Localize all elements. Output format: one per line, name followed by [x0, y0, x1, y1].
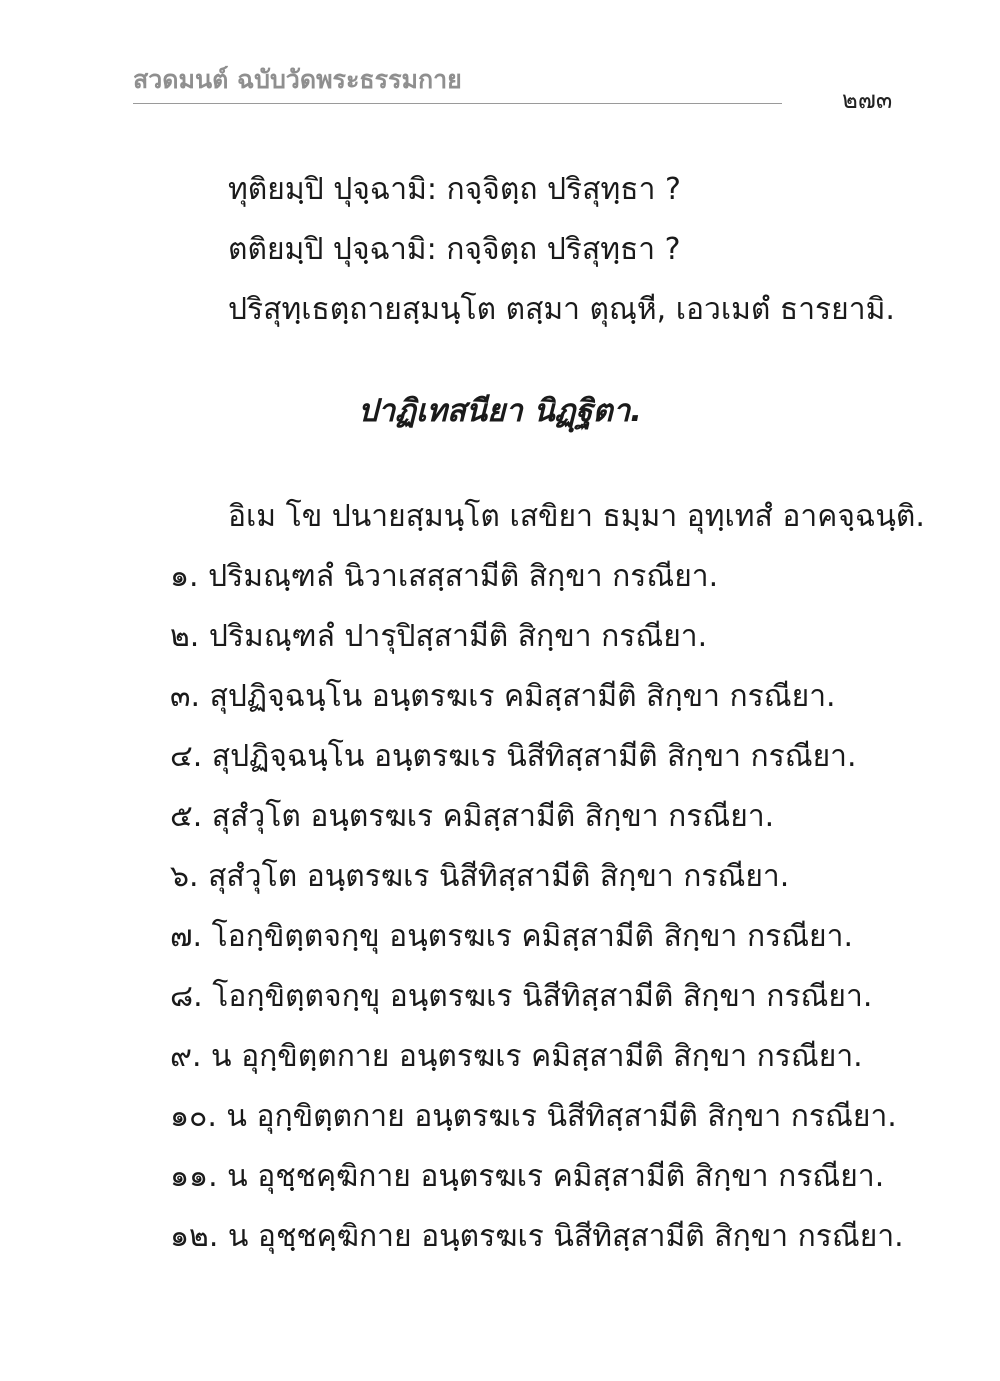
rule-item: ๓. สุปฏิจฺฉนฺโน อนฺตรฆเร คมิสฺสามีติ สิกฺขา กรณียา.: [170, 679, 836, 714]
rule-item: ๕. สุสํวุโต อนฺตรฆเร คมิสฺสามีติ สิกฺขา กรณียา.: [170, 799, 775, 834]
rule-item: ๔. สุปฏิจฺฉนฺโน อนฺตรฆเร นิสีทิสฺสามีติ สิกฺขา กรณียา.: [170, 739, 857, 774]
rule-item: ๗. โอกฺขิตฺตจกฺขุ อนฺตรฆเร คมิสฺสามีติ สิกฺขา กรณียา.: [170, 919, 854, 954]
rule-item: ๑. ปริมณฺฑลํ นิวาเสสฺสามีติ สิกฺขา กรณียา.: [170, 559, 719, 594]
rule-item: ๖. สุสํวุโต อนฺตรฆเร นิสีทิสฺสามีติ สิกฺขา กรณียา.: [170, 859, 790, 894]
page-number: ๒๗๓: [842, 86, 893, 114]
section-heading: ปาฏิเทสนียา นิฏฺฐิตา.: [358, 393, 642, 429]
intro-verses: [228, 160, 895, 340]
rules-list: [170, 547, 904, 1267]
rule-item: ๑๑. น อุชฺชคฺฆิกาย อนฺตรฆเร คมิสฺสามีติ สิกฺขา กรณียา.: [170, 1159, 885, 1194]
running-header-title: สวดมนต์ ฉบับวัดพระธรรมกาย: [133, 65, 462, 94]
rule-item: ๑๐. น อุกฺขิตฺตกาย อนฺตรฆเร นิสีทิสฺสามีติ สิกฺขา กรณียา.: [170, 1099, 897, 1134]
rule-item: ๑๒. น อุชฺชคฺฆิกาย อนฺตรฆเร นิสีทิสฺสามีติ สิกฺขา กรณียา.: [170, 1219, 904, 1254]
header-divider: [133, 103, 782, 104]
section-opening-line: อิเม โข ปนายสฺมนฺโต เสขิยา ธมฺมา อุทฺเทสํ อาคจฺฉนฺติ.: [228, 499, 925, 534]
intro-line: ปริสุทฺเธตฺถายสฺมนฺโต ตสฺมา ตุณฺหี, เอวเมตํ ธารยามิ.: [228, 292, 895, 327]
rule-item: ๒. ปริมณฺฑลํ ปารุปิสฺสามีติ สิกฺขา กรณียา.: [170, 619, 708, 654]
rule-item: ๙. น อุกฺขิตฺตกาย อนฺตรฆเร คมิสฺสามีติ สิกฺขา กรณียา.: [170, 1039, 863, 1074]
intro-line: ตติยมฺปิ ปุจฺฉามิ: กจฺจิตฺถ ปริสุทฺธา ?: [228, 232, 681, 267]
intro-line: ทุติยมฺปิ ปุจฺฉามิ: กจฺจิตฺถ ปริสุทฺธา ?: [228, 172, 681, 207]
rule-item: ๘. โอกฺขิตฺตจกฺขุ อนฺตรฆเร นิสีทิสฺสามีติ สิกฺขา กรณียา.: [170, 979, 873, 1014]
